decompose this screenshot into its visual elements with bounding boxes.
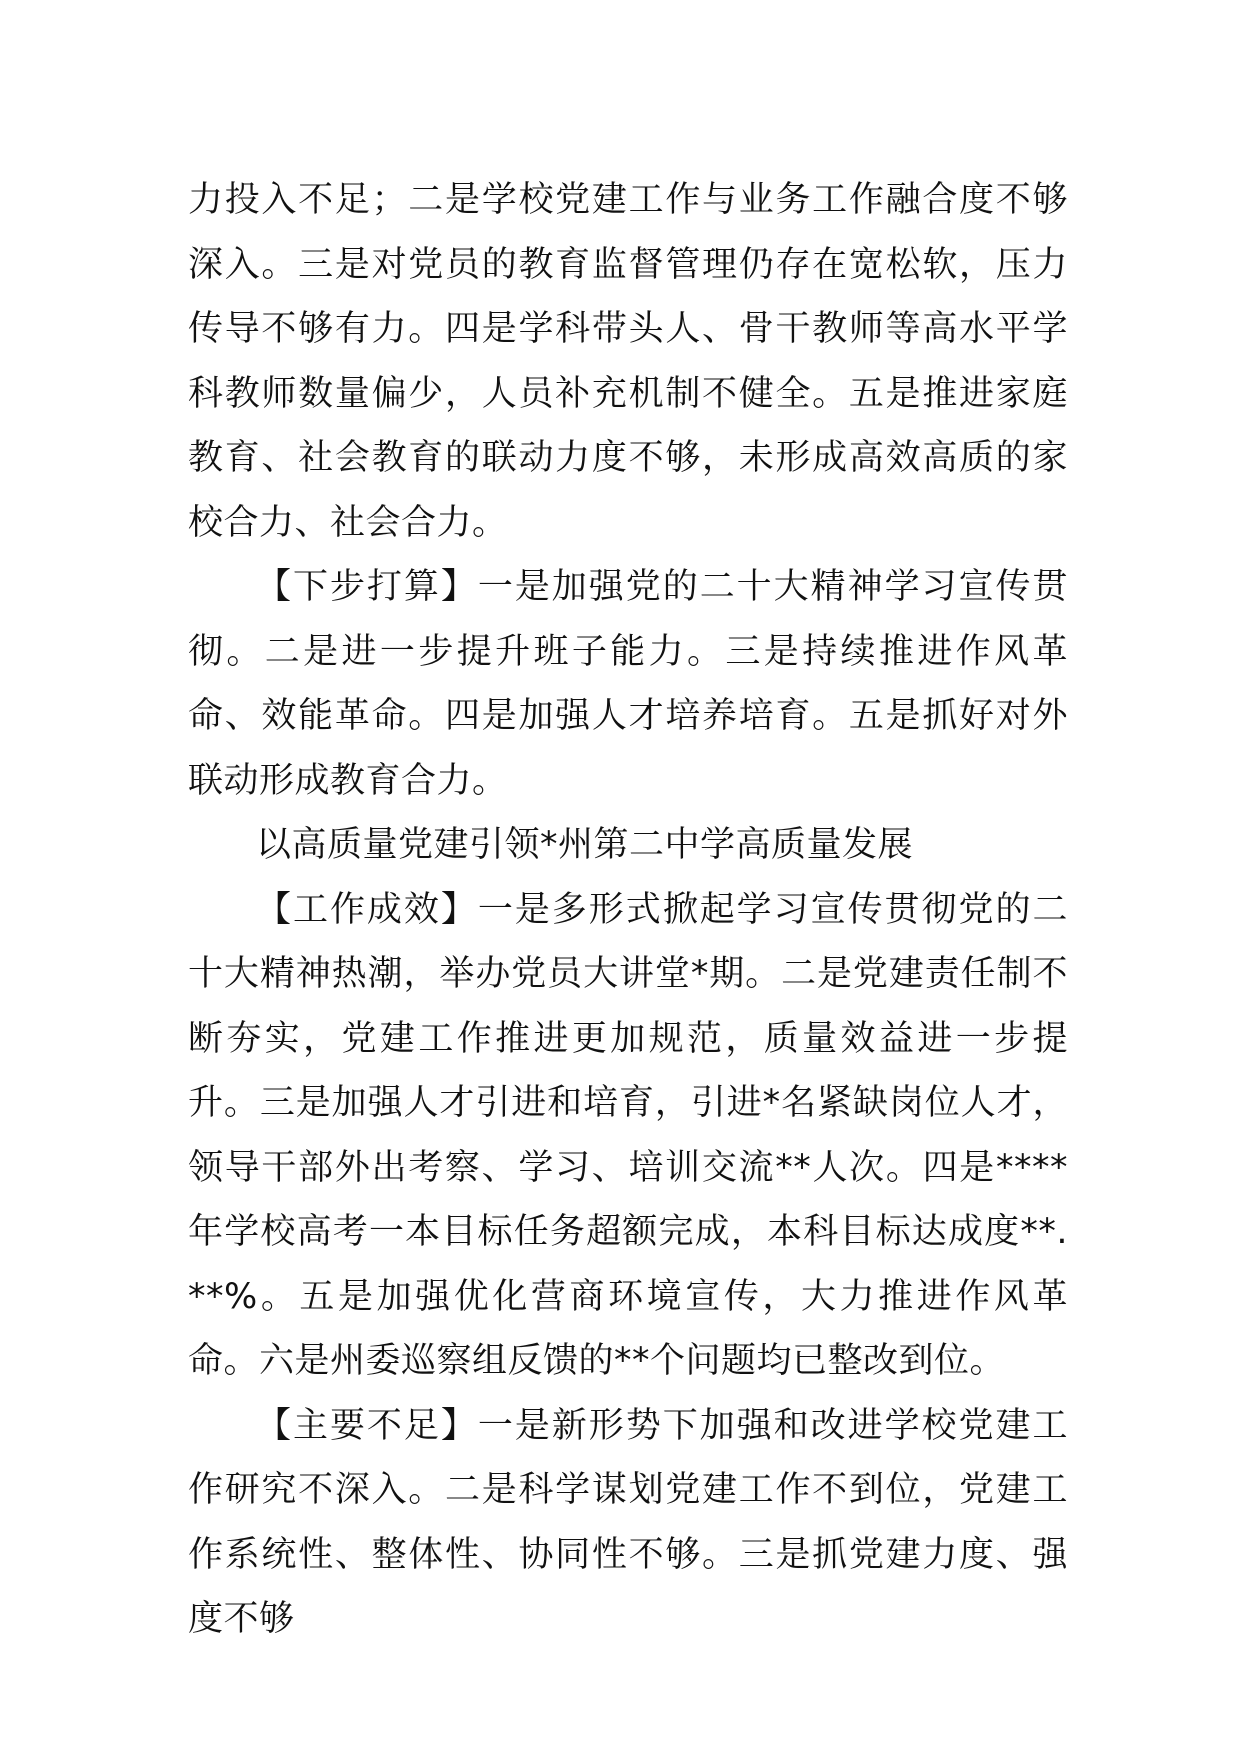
paragraph-shortcomings: 【主要不足】一是新形势下加强和改进学校党建工作研究不深入。二是科学谋划党建工作不到位，党建工作系统性、整体性、协同性不够。三是抓党建力度、强度不够 (188, 1405, 1068, 1639)
paragraph-continuation: 力投入不足；二是学校党建工作与业务工作融合度不够深入。三是对党员的教育监督管理仍存在宽松软，压力传导不够有力。四是学科带头人、骨干教师等高水平学科教师数量偏少，人员补充机制不健全。五是推进家庭教育、社会教育的联动力度不够，未形成高效高质的家校合力、社会合力。 (188, 180, 1068, 543)
paragraph-next-steps: 【下步打算】一是加强党的二十大精神学习宣传贯彻。二是进一步提升班子能力。三是持续推进作风革命、效能革命。四是加强人才培养培育。五是抓好对外联动形成教育合力。 (188, 567, 1068, 801)
paragraph-achievements: 【工作成效】一是多形式掀起学习宣传贯彻党的二十大精神热潮，举办党员大讲堂*期。二是党建责任制不断夯实，党建工作推进更加规范，质量效益进一步提升。三是加强人才引进和培育，引进*名紧缺岗位人才，领导干部外出考察、学习、培训交流**人次。四是****年学校高考一本目标任务超额完成，本科目标达成度**. **%。五是加强优化营商环境宣传，大力推进作风革命。六是州委巡察组反馈的**个问题均已整改到位。 (188, 889, 1068, 1381)
section-heading: 以高质量党建引领*州第二中学高质量发展 (256, 825, 914, 865)
document-body (188, 168, 1068, 1652)
